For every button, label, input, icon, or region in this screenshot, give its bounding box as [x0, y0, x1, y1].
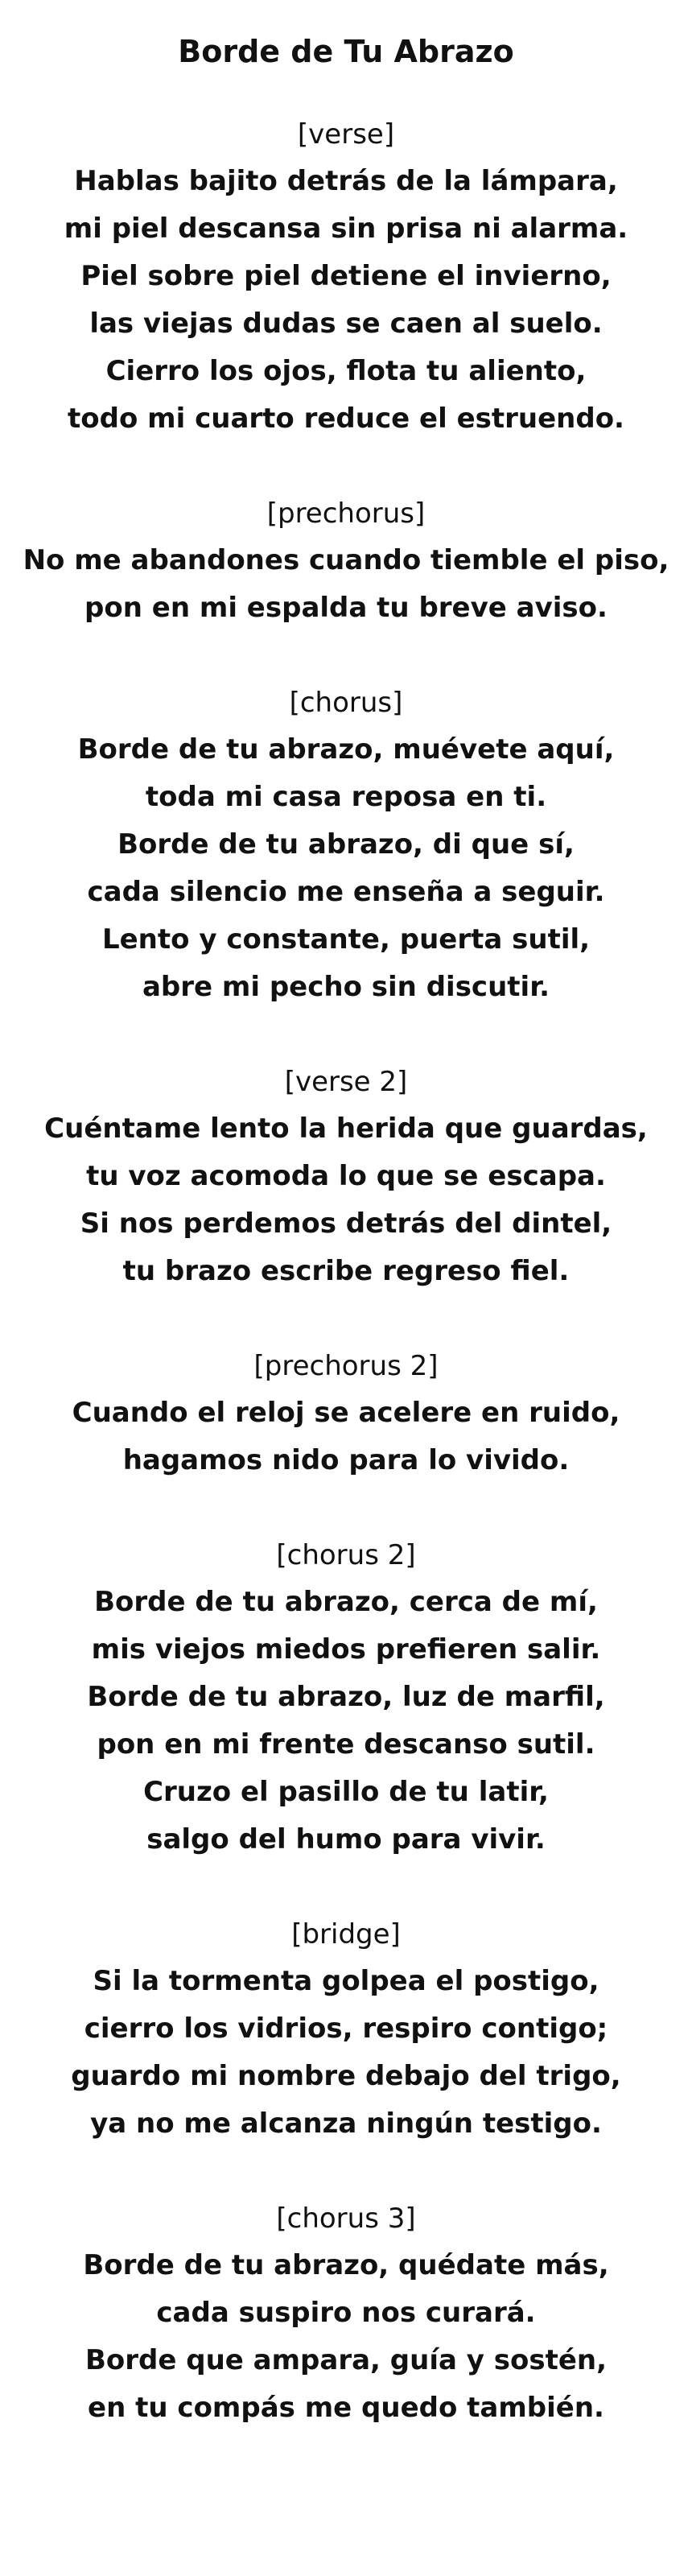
lyric-line: Cuando el reloj se acelere en ruido, [72, 1396, 620, 1429]
lyric-line: No me abandones cuando tiemble el piso, [23, 543, 669, 576]
section-tag: [chorus] [289, 686, 403, 719]
lyric-line: hagamos nido para lo vivido. [122, 1443, 570, 1476]
section-tag: [verse 2] [284, 1065, 408, 1098]
lyrics-section [0, 490, 692, 632]
lyric-line: guardo mi nombre debajo del trigo, [71, 2059, 621, 2092]
lyric-line: mi piel descansa sin prisa ni alarma. [64, 212, 628, 245]
lyric-line: cierro los vidrios, respiro contigo; [84, 2012, 608, 2045]
lyrics-section [0, 1343, 692, 1484]
lyric-line: tu voz acomoda lo que se escapa. [86, 1159, 606, 1192]
lyric-line: mis viejos miedos prefieren salir. [91, 1633, 601, 1666]
lyric-line: cada silencio me enseña a seguir. [87, 875, 605, 908]
lyric-line: Borde de tu abrazo, quédate más, [83, 2248, 609, 2281]
lyric-line: salgo del humo para vivir. [146, 1823, 546, 1856]
lyric-line: en tu compás me quedo también. [88, 2391, 604, 2424]
lyric-line: pon en mi espalda tu breve aviso. [84, 591, 608, 624]
lyric-line: abre mi pecho sin discutir. [142, 970, 550, 1003]
lyric-line: ya no me alcanza ningún testigo. [90, 2107, 602, 2140]
lyrics-section [0, 111, 692, 443]
song-title: Borde de Tu Abrazo [178, 34, 514, 69]
lyric-line: las viejas dudas se caen al suelo. [89, 307, 603, 340]
lyric-line: Si nos perdemos detrás del dintel, [80, 1207, 612, 1240]
section-tag: [prechorus] [266, 497, 426, 530]
section-tag: [chorus 2] [276, 1538, 416, 1571]
lyrics-section [0, 1059, 692, 1295]
lyrics-section [0, 1532, 692, 1864]
lyrics-section [0, 1911, 692, 2148]
lyric-line: Borde de tu abrazo, muévete aquí, [77, 733, 615, 766]
lyric-line: Borde de tu abrazo, luz de marfil, [87, 1680, 605, 1713]
lyric-line: Hablas bajito detrás de la lámpara, [74, 164, 618, 197]
section-tag: [bridge] [291, 1918, 401, 1951]
lyric-line: Cruzo el pasillo de tu latir, [143, 1775, 549, 1808]
lyric-line: Piel sobre piel detiene el invierno, [80, 259, 612, 292]
lyric-line: Borde de tu abrazo, cerca de mí, [94, 1585, 598, 1618]
section-tag: [verse] [297, 118, 395, 151]
lyric-line: Si la tormenta golpea el postigo, [93, 1964, 599, 1997]
lyric-line: todo mi cuarto reduce el estruendo. [68, 402, 624, 435]
lyrics-section [0, 679, 692, 1011]
lyric-line: pon en mi frente descanso sutil. [97, 1728, 595, 1761]
lyric-line: Cierro los ojos, flota tu aliento, [105, 354, 587, 387]
lyrics-body [0, 111, 692, 2432]
section-tag: [prechorus 2] [253, 1349, 439, 1382]
lyric-line: toda mi casa reposa en ti. [145, 780, 547, 813]
lyric-line: Cuéntame lento la herida que guardas, [44, 1112, 648, 1145]
lyric-line: Borde que ampara, guía y sostén, [84, 2343, 608, 2376]
lyric-line: tu brazo escribe regreso fiel. [122, 1254, 570, 1287]
lyric-line: cada suspiro nos curará. [156, 2296, 536, 2329]
lyric-line: Borde de tu abrazo, di que sí, [117, 828, 575, 861]
lyrics-section [0, 2195, 692, 2432]
lyric-line: Lento y constante, puerta sutil, [101, 923, 591, 956]
section-tag: [chorus 3] [276, 2202, 416, 2235]
